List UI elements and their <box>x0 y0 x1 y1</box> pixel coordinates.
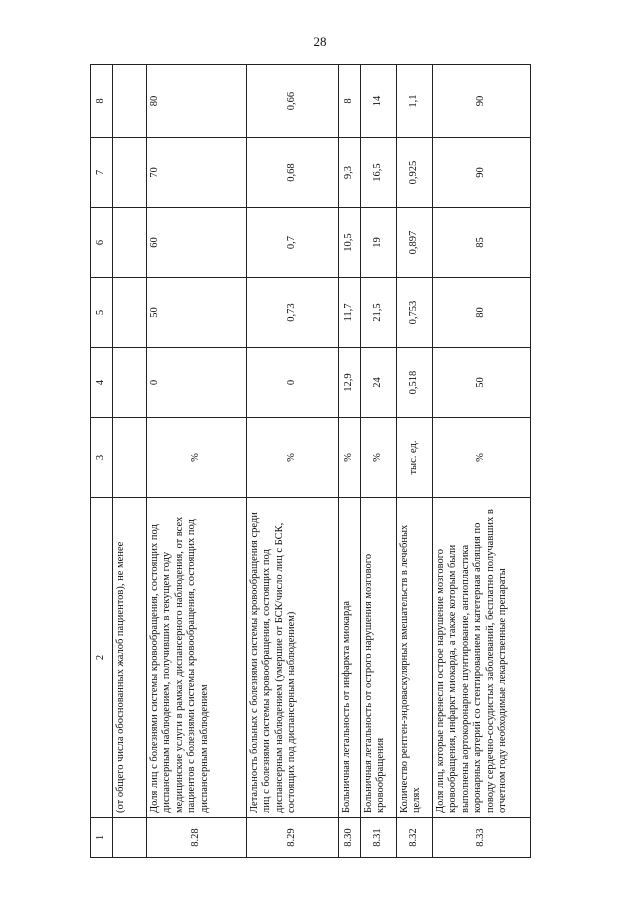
row-value: 19 <box>361 208 397 278</box>
row-value: 90 <box>433 138 531 208</box>
column-header: 5 <box>91 278 113 348</box>
row-value <box>113 208 147 278</box>
row-value: 50 <box>433 348 531 418</box>
row-value <box>113 348 147 418</box>
header-row <box>91 65 113 858</box>
row-value: 1,1 <box>397 65 433 138</box>
column-header: 6 <box>91 208 113 278</box>
row-unit: тыс. ед. <box>397 418 433 498</box>
column-header: 3 <box>91 418 113 498</box>
page-number: 28 <box>313 34 327 49</box>
table-row <box>361 65 397 858</box>
row-value: 0,68 <box>247 138 339 208</box>
row-value <box>113 278 147 348</box>
row-value: 60 <box>147 208 247 278</box>
row-description: Доля лиц с болезнями системы кровообращения, состоящих под диспансерным наблюдением, получивших в текущем году медицинские услуги в рамках диспансерного наблюдения, от всех пациентов с болезнями системы кровообращения, состоящих под диспансерным наблюдением <box>147 498 247 818</box>
column-header: 2 <box>91 498 113 818</box>
row-value: 10,5 <box>339 208 361 278</box>
row-value: 0,897 <box>397 208 433 278</box>
row-unit <box>113 418 147 498</box>
row-value: 0,66 <box>247 65 339 138</box>
row-value: 11,7 <box>339 278 361 348</box>
row-unit: % <box>247 418 339 498</box>
row-description: Количество рентген-эндоваскулярных вмешательств в лечебных целях <box>397 498 433 818</box>
row-value: 12,9 <box>339 348 361 418</box>
table-row <box>113 65 147 858</box>
row-description: Доля лиц, которые перенесли острое нарушение мозгового кровообращения, инфаркт миокарда, а также которым были выполнены аортокоронарное шунтирование, ангиопластика коронарных артерий со стентированием и катетерная абляция по поводу сердечно-сосудистых заболеваний, бесплатно получавших в отчетном году необходимые лекарственные препараты <box>433 498 531 818</box>
row-value: 14 <box>361 65 397 138</box>
row-value: 21,5 <box>361 278 397 348</box>
row-value: 50 <box>147 278 247 348</box>
row-value: 85 <box>433 208 531 278</box>
row-id: 8.29 <box>247 818 339 858</box>
column-header: 4 <box>91 348 113 418</box>
table-row <box>339 65 361 858</box>
row-value: 8 <box>339 65 361 138</box>
row-value: 70 <box>147 138 247 208</box>
row-value: 0,73 <box>247 278 339 348</box>
column-header: 1 <box>91 818 113 858</box>
table-row <box>397 65 433 858</box>
row-value: 0 <box>247 348 339 418</box>
row-description: Больничная летальность от инфаркта миокарда <box>339 498 361 818</box>
row-value: 16,5 <box>361 138 397 208</box>
row-value: 80 <box>433 278 531 348</box>
row-value: 80 <box>147 65 247 138</box>
row-value: 0,925 <box>397 138 433 208</box>
row-description: (от общего числа обоснованных жалоб пациентов), не менее <box>113 498 147 818</box>
row-unit: % <box>361 418 397 498</box>
indicator-table <box>90 64 531 858</box>
row-value <box>113 138 147 208</box>
row-value: 0,753 <box>397 278 433 348</box>
column-header: 7 <box>91 138 113 208</box>
row-id: 8.33 <box>433 818 531 858</box>
row-description: Больничная летальность от острого нарушения мозгового кровообращения <box>361 498 397 818</box>
row-unit: % <box>147 418 247 498</box>
row-id: 8.28 <box>147 818 247 858</box>
row-unit: % <box>433 418 531 498</box>
row-id: 8.30 <box>339 818 361 858</box>
row-value <box>113 65 147 138</box>
row-id: 8.31 <box>361 818 397 858</box>
row-unit: % <box>339 418 361 498</box>
table-row <box>247 65 339 858</box>
row-id <box>113 818 147 858</box>
row-id: 8.32 <box>397 818 433 858</box>
row-description: Летальность больных с болезнями системы кровообращения среди лиц с болезнями системы кровообращения, состоящих под диспансерным наблюдением (умершие от БСК/число лиц с БСК, состоящих под диспансерным наблюдением) <box>247 498 339 818</box>
indicator-table-rotated <box>90 65 530 858</box>
row-value: 0,518 <box>397 348 433 418</box>
row-value: 0 <box>147 348 247 418</box>
column-header: 8 <box>91 65 113 138</box>
row-value: 0,7 <box>247 208 339 278</box>
row-value: 24 <box>361 348 397 418</box>
row-value: 9,3 <box>339 138 361 208</box>
row-value: 90 <box>433 65 531 138</box>
table-row <box>147 65 247 858</box>
table-row <box>433 65 531 858</box>
